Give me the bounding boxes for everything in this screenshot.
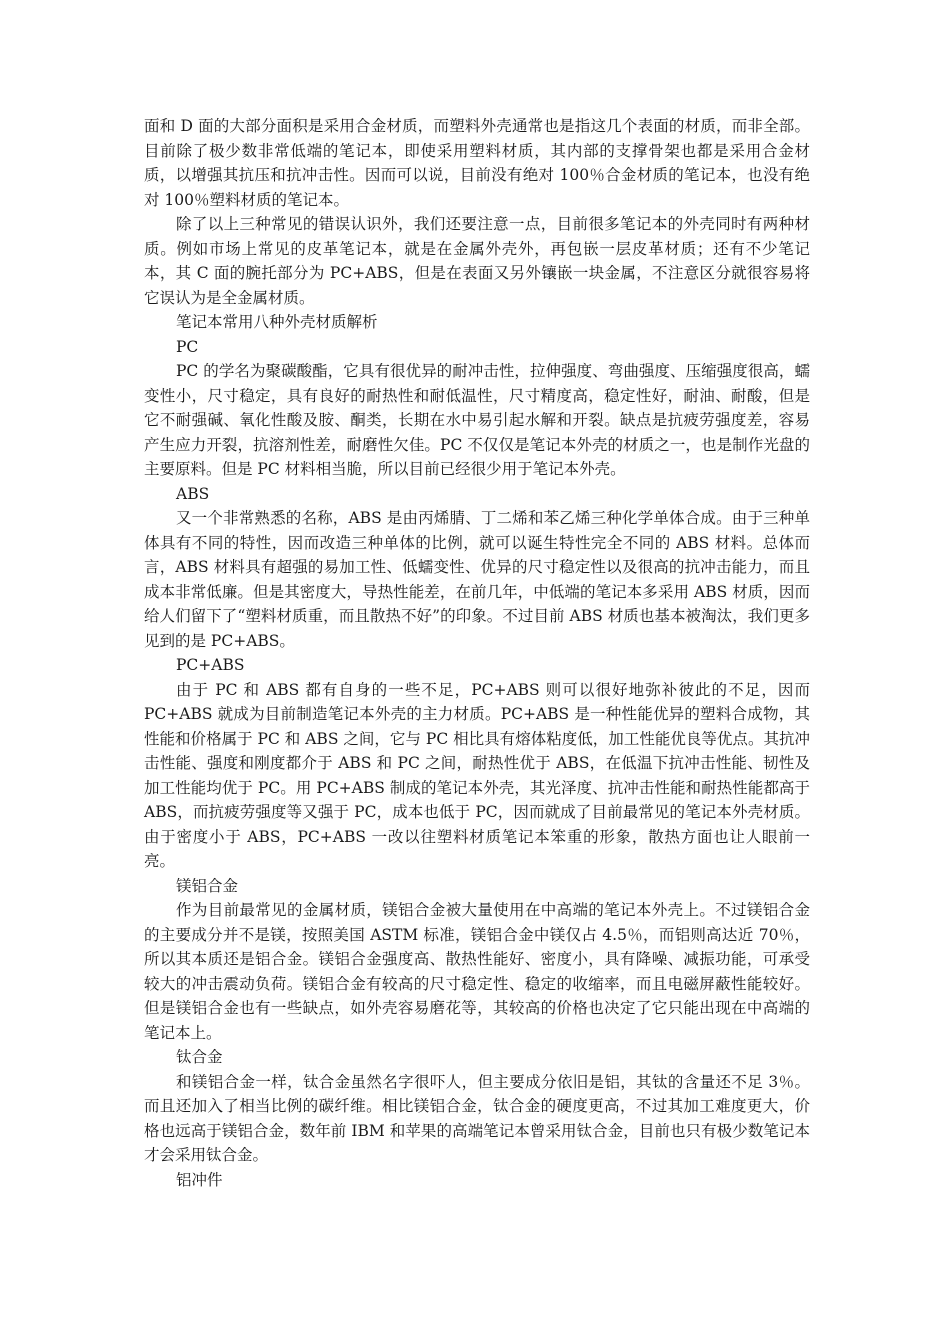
heading-abs: ABS [176, 484, 210, 503]
paragraph-pc-abs: 由于 PC 和 ABS 都有自身的一些不足，PC+ABS 则可以很好地弥补彼此的不足，因而 PC+ABS 就成为目前制造笔记本外壳的主力材质。PC+ABS 是一种性能优异的塑料合成物，其性能和价格属于 PC 和 ABS 之间，它与 PC 相比具有熔体粘度低，加工性能优良等优点。其抗冲击性能、强度和刚度都介于 ABS 和 PC 之间，耐热性优于 ABS，在低温下抗冲击性能、韧性及加工性能均优于 PC。用 PC+ABS 制成的笔记本外壳，其光泽度、抗冲击性能和耐热性能都高于 ABS，而抗疲劳强度等又强于 PC，成本也低于 PC，因而就成了目前最常见的笔记本外壳材质。由于密度小于 ABS，PC+ABS 一改以往塑料材质笔记本笨重的形象，散热方面也让人眼前一亮。 [144, 680, 810, 870]
document-body [144, 114, 810, 1192]
paragraph-abs: 又一个非常熟悉的名称，ABS 是由丙烯腈、丁二烯和苯乙烯三种化学单体合成。由于三种单体具有不同的特性，因而改造三种单体的比例，就可以诞生特性完全不同的 ABS 材料。总体而言，ABS 材料具有超强的易加工性、低蠕变性、优异的尺寸稳定性以及很高的抗冲击能力，而且成本非常低廉。但是其密度大，导热性能差，在前几年，中低端的笔记本多采用 ABS 材质，因而给人们留下了“塑料材质重，而且散热不好”的印象。不过目前 ABS 材质也基本被淘汰，我们更多见到的是 PC+ABS。 [144, 509, 810, 650]
paragraph-titanium-alloy: 和镁铝合金一样，钛合金虽然名字很吓人，但主要成分依旧是铝，其钛的含量还不足 3％。而且还加入了相当比例的碳纤维。相比镁铝合金，钛合金的硬度更高，不过其加工难度更大，价格也远高于镁铝合金，数年前 IBM 和苹果的高端笔记本曾采用钛合金，目前也只有极少数笔记本才会采用钛合金。 [144, 1072, 810, 1164]
paragraph-alloy-surfaces: 面和 D 面的大部分面积是采用合金材质，而塑料外壳通常也是指这几个表面的材质，而非全部。目前除了极少数非常低端的笔记本，即使采用塑料材质，其内部的支撑骨架也都是采用合金材质，以增强其抗压和抗冲击性。因而可以说，目前没有绝对 100％合金材质的笔记本，也没有绝对 100％塑料材质的笔记本。 [144, 117, 810, 209]
heading-titanium-alloy: 钛合金 [176, 1048, 223, 1066]
heading-magnesium-aluminum-alloy: 镁铝合金 [176, 876, 239, 895]
heading-pc: PC [176, 337, 199, 356]
paragraph-magnesium-aluminum-alloy: 作为目前最常见的金属材质，镁铝合金被大量使用在中高端的笔记本外壳上。不过镁铝合金的主要成分并不是镁，按照美国 ASTM 标准，镁铝合金中镁仅占 4.5％，而铝则高达近 70％，所以其本质还是铝合金。镁铝合金强度高、散热性能好、密度小，具有降噪、减振功能，可承受较大的冲击震动负荷。镁铝合金有较高的尺寸稳定性、稳定的收缩率，而且电磁屏蔽性能较好。但是镁铝合金也有一些缺点，如外壳容易磨花等，其较高的价格也决定了它只能出现在中高端的笔记本上。 [144, 901, 810, 1042]
paragraph-mixed-materials: 除了以上三种常见的错误认识外，我们还要注意一点，目前很多笔记本的外壳同时有两种材质。例如市场上常见的皮革笔记本，就是在金属外壳外，再包嵌一层皮革材质；还有不少笔记本，其 C 面的腕托部分为 PC+ABS，但是在表面又另外镶嵌一块金属，不注意区分就很容易将它误认为是全金属材质。 [144, 215, 810, 307]
heading-aluminum-stamping: 铝冲件 [176, 1170, 223, 1189]
section-heading-eight-materials: 笔记本常用八种外壳材质解析 [176, 313, 378, 331]
paragraph-pc: PC 的学名为聚碳酸酯，它具有很优异的耐冲击性，拉伸强度、弯曲强度、压缩强度很高，蠕变性小，尺寸稳定，具有良好的耐热性和耐低温性，尺寸精度高，稳定性好，耐油、耐酸，但是它不耐强碱、氧化性酸及胺、酮类，长期在水中易引起水解和开裂。缺点是抗疲劳强度差，容易产生应力开裂，抗溶剂性差，耐磨性欠佳。PC 不仅仅是笔记本外壳的材质之一，也是制作光盘的主要原料。但是 PC 材料相当脆，所以目前已经很少用于笔记本外壳。 [144, 362, 810, 478]
heading-pc-abs: PC+ABS [176, 656, 245, 674]
